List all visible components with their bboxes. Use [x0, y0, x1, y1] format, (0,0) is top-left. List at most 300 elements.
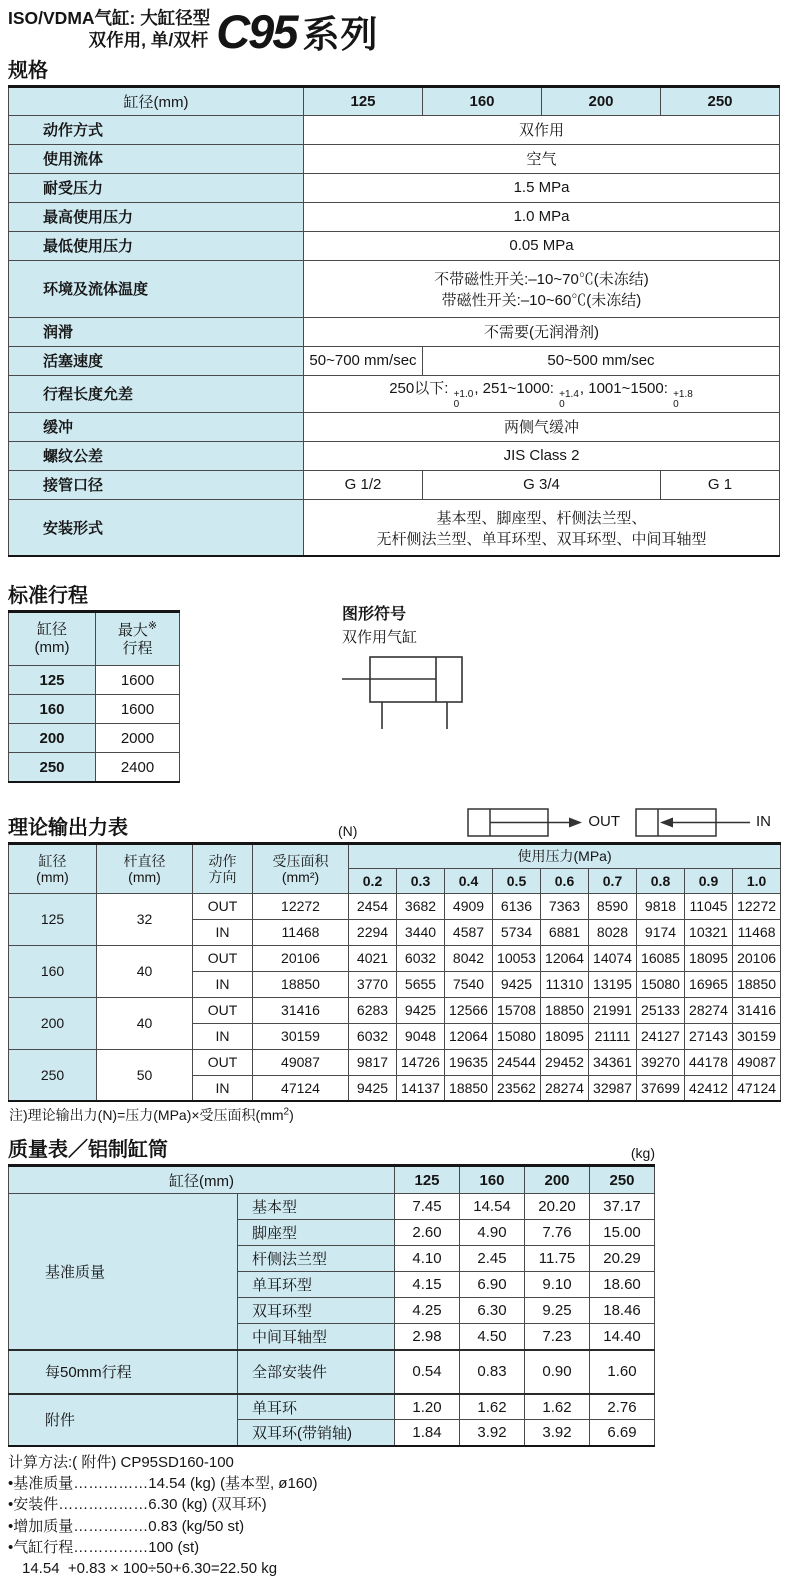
- weight-group-label: 每50mm行程: [9, 1350, 238, 1394]
- tol-frac1-bot: 0: [453, 399, 460, 411]
- tol-frac3-bot: 0: [673, 399, 679, 411]
- stroke-note-mark: ※: [147, 619, 158, 632]
- spec-label: 缓冲: [9, 412, 304, 441]
- weight-value-cell: 1.62: [460, 1394, 525, 1420]
- weight-value-cell: 4.50: [460, 1324, 525, 1350]
- force-direction-cell: OUT: [193, 893, 253, 919]
- force-value-cell: 21991: [589, 997, 637, 1023]
- force-value-cell: 12064: [445, 1023, 493, 1049]
- stroke-bore: 200: [9, 724, 96, 753]
- force-bore-cell: 160: [9, 945, 97, 997]
- weight-value-cell: 1.60: [590, 1350, 655, 1394]
- weight-value-cell: 6.30: [460, 1298, 525, 1324]
- force-h-area1: 受压面积: [272, 852, 329, 869]
- force-h-dir2: 方向: [208, 868, 237, 885]
- stroke-value: 1600: [96, 666, 180, 695]
- force-h-rod1: 杆直径: [123, 852, 166, 869]
- spec-row-temp: [9, 260, 780, 317]
- weight-sub-label: 全部安装件: [238, 1350, 395, 1394]
- weight-value-cell: 6.90: [460, 1272, 525, 1298]
- weight-section-title: 质量表／铝制缸筒: [8, 1139, 168, 1162]
- spec-row-thread: [9, 441, 780, 470]
- force-header-rod: [97, 843, 193, 893]
- force-h-dir1: 动作: [208, 852, 237, 869]
- spec-row-lube: [9, 317, 780, 346]
- force-value-cell: 2294: [349, 919, 397, 945]
- force-value-cell: 11045: [685, 893, 733, 919]
- spec-label: 螺纹公差: [9, 441, 304, 470]
- weight-value-cell: 11.75: [525, 1246, 590, 1272]
- symbol-block: [342, 601, 502, 739]
- weight-value-cell: 9.10: [525, 1272, 590, 1298]
- calc-line: •安装件………………6.30 (kg) (双耳环): [8, 1496, 267, 1514]
- force-value-cell: 14137: [397, 1075, 445, 1101]
- force-value-cell: 39270: [637, 1049, 685, 1075]
- weight-header-label: 缸径(mm): [9, 1166, 395, 1194]
- force-legend: [466, 805, 781, 839]
- in-direction-icon: [634, 805, 752, 839]
- force-h-rod2: (mm): [128, 868, 161, 885]
- weight-group-label: 附件: [9, 1394, 238, 1446]
- stroke-row: [9, 666, 180, 695]
- pressure-tick: 0.7: [589, 868, 637, 893]
- stroke-header-max: [96, 612, 180, 666]
- force-header-pressure: 使用压力(MPa): [349, 843, 781, 868]
- weight-value-cell: 37.17: [590, 1194, 655, 1220]
- force-value-cell: 4587: [445, 919, 493, 945]
- mount-line2: 无杆侧法兰型、单耳环型、双耳环型、中间耳轴型: [376, 530, 707, 548]
- spec-section-title: 规格: [8, 59, 48, 82]
- force-value-cell: 11468: [733, 919, 781, 945]
- force-value-cell: 23562: [493, 1075, 541, 1101]
- tol-frac2-bot: 0: [559, 399, 565, 411]
- force-value-cell: 5734: [493, 919, 541, 945]
- weight-sub-label: 单耳环型: [238, 1272, 395, 1298]
- force-rod-cell: 50: [97, 1049, 193, 1101]
- force-table: [8, 842, 781, 1103]
- series-suffix: 系列: [302, 13, 379, 55]
- weight-sub-label: 双耳环型: [238, 1298, 395, 1324]
- weight-value-cell: 4.25: [395, 1298, 460, 1324]
- stroke-value: 2000: [96, 724, 180, 753]
- force-value-cell: 6032: [397, 945, 445, 971]
- tol-frac1-top: +1.0: [453, 388, 474, 400]
- weight-value-cell: 15.00: [590, 1220, 655, 1246]
- tol-seg2: , 251~1000:: [474, 379, 559, 397]
- spec-mount-value: [304, 499, 780, 556]
- weight-value-cell: 4.10: [395, 1246, 460, 1272]
- calc-line: 计算方法:( 附件) CP95SD160-100: [8, 1453, 234, 1471]
- spec-tolerance-value: [304, 375, 780, 412]
- force-value-cell: 12566: [445, 997, 493, 1023]
- pressure-tick: 0.6: [541, 868, 589, 893]
- force-table-body: [9, 893, 781, 1101]
- force-direction-cell: OUT: [193, 945, 253, 971]
- spec-value: 双作用: [304, 115, 780, 144]
- spec-value: [304, 260, 780, 317]
- spec-row-tolerance: [9, 375, 780, 412]
- force-direction-cell: OUT: [193, 997, 253, 1023]
- spec-value: JIS Class 2: [304, 441, 780, 470]
- stroke-section-title: 标准行程: [8, 585, 88, 608]
- tol-frac2: [559, 390, 579, 411]
- temp-line2: 带磁性开关:–10~60℃(未冻结): [441, 291, 642, 309]
- force-value-cell: 8590: [589, 893, 637, 919]
- spec-bore-125: 125: [304, 86, 423, 115]
- force-value-cell: 9425: [397, 997, 445, 1023]
- force-value-cell: 37699: [637, 1075, 685, 1101]
- force-value-cell: 5655: [397, 971, 445, 997]
- calc-line: •基准质量……………14.54 (kg) (基本型, ø160): [8, 1475, 318, 1493]
- legend-out-label: OUT: [588, 813, 620, 831]
- symbol-subtitle: 双作用气缸: [342, 629, 418, 647]
- force-value-cell: 18850: [541, 997, 589, 1023]
- symbol-title: 图形符号: [342, 606, 407, 624]
- force-area-cell: 47124: [253, 1075, 349, 1101]
- force-area-cell: 20106: [253, 945, 349, 971]
- force-value-cell: 16085: [637, 945, 685, 971]
- force-value-cell: 28274: [541, 1075, 589, 1101]
- series-code: C95: [216, 4, 297, 58]
- spec-label: 活塞速度: [9, 346, 304, 375]
- spec-port-160-200: G 3/4: [423, 470, 661, 499]
- spec-table: [8, 85, 780, 558]
- force-value-cell: 18095: [541, 1023, 589, 1049]
- force-value-cell: 7540: [445, 971, 493, 997]
- force-value-cell: 7363: [541, 893, 589, 919]
- force-direction-cell: IN: [193, 1023, 253, 1049]
- weight-value-cell: 1.84: [395, 1420, 460, 1446]
- weight-value-cell: 0.54: [395, 1350, 460, 1394]
- weight-unit-label: (kg): [630, 1145, 655, 1162]
- spec-label: 最高使用压力: [9, 202, 304, 231]
- force-direction-cell: IN: [193, 919, 253, 945]
- stroke-h1a: 缸径: [36, 620, 67, 638]
- stroke-h1b: (mm): [34, 639, 70, 657]
- spec-row-fluid: [9, 144, 780, 173]
- force-h-bore1: 缸径: [38, 852, 67, 869]
- tol-frac2-top: +1.4: [559, 388, 579, 400]
- force-bore-cell: 250: [9, 1049, 97, 1101]
- weight-value-cell: 2.98: [395, 1324, 460, 1350]
- tol-frac1: [454, 390, 474, 411]
- force-row: [9, 893, 781, 919]
- force-value-cell: 18850: [445, 1075, 493, 1101]
- stroke-bore: 250: [9, 753, 96, 782]
- header-line2: 双作用, 单/双杆: [88, 29, 209, 50]
- spec-label: 行程长度允差: [9, 375, 304, 412]
- spec-port-125: G 1/2: [304, 470, 423, 499]
- spec-header-label: 缸径(mm): [9, 86, 304, 115]
- weight-value-cell: 7.45: [395, 1194, 460, 1220]
- force-value-cell: 9425: [349, 1075, 397, 1101]
- force-value-cell: 32987: [589, 1075, 637, 1101]
- weight-bore-200: 200: [525, 1166, 590, 1194]
- stroke-header-row: [9, 612, 180, 666]
- weight-sub-label: 双耳环(带销轴): [238, 1420, 395, 1446]
- weight-value-cell: 7.76: [525, 1220, 590, 1246]
- spec-row-speed: [9, 346, 780, 375]
- force-value-cell: 49087: [733, 1049, 781, 1075]
- header-line1: ISO/VDMA气缸: 大缸径型: [8, 8, 211, 28]
- spec-label: 润滑: [9, 317, 304, 346]
- weight-value-cell: 9.25: [525, 1298, 590, 1324]
- weight-value-cell: 2.76: [590, 1394, 655, 1420]
- weight-value-cell: 0.90: [525, 1350, 590, 1394]
- tol-frac3: [673, 390, 693, 411]
- weight-row: [9, 1194, 655, 1220]
- force-value-cell: 20106: [733, 945, 781, 971]
- force-value-cell: 29452: [541, 1049, 589, 1075]
- force-header-row1: [9, 843, 781, 868]
- force-value-cell: 24127: [637, 1023, 685, 1049]
- force-area-cell: 31416: [253, 997, 349, 1023]
- force-value-cell: 15080: [637, 971, 685, 997]
- weight-value-cell: 14.40: [590, 1324, 655, 1350]
- spec-label: 最低使用压力: [9, 231, 304, 260]
- force-value-cell: 9818: [637, 893, 685, 919]
- force-direction-cell: IN: [193, 971, 253, 997]
- weight-header-row: [9, 1166, 655, 1194]
- force-value-cell: 10053: [493, 945, 541, 971]
- stroke-h2b: 行程: [122, 640, 153, 658]
- force-header-bore: [9, 843, 97, 893]
- force-value-cell: 15080: [493, 1023, 541, 1049]
- force-value-cell: 19635: [445, 1049, 493, 1075]
- page-header: [8, 4, 781, 58]
- force-area-cell: 11468: [253, 919, 349, 945]
- legend-in-label: IN: [756, 813, 771, 831]
- weight-value-cell: 18.60: [590, 1272, 655, 1298]
- force-value-cell: 2454: [349, 893, 397, 919]
- weight-group-label: 基准质量: [9, 1194, 238, 1350]
- mid-section: [8, 577, 781, 783]
- weight-value-cell: 20.29: [590, 1246, 655, 1272]
- weight-sub-label: 脚座型: [238, 1220, 395, 1246]
- force-value-cell: 30159: [733, 1023, 781, 1049]
- out-direction-icon: [466, 805, 584, 839]
- stroke-row: [9, 724, 180, 753]
- weight-bore-160: 160: [460, 1166, 525, 1194]
- weight-value-cell: 18.46: [590, 1298, 655, 1324]
- stroke-bore: 125: [9, 666, 96, 695]
- pressure-tick: 0.9: [685, 868, 733, 893]
- spec-label: 环境及流体温度: [9, 260, 304, 317]
- force-note: [9, 1105, 781, 1125]
- force-value-cell: 4909: [445, 893, 493, 919]
- force-bore-cell: 200: [9, 997, 97, 1049]
- force-row: [9, 997, 781, 1023]
- force-note-close: ): [289, 1107, 294, 1124]
- force-value-cell: 8028: [589, 919, 637, 945]
- pressure-tick: 1.0: [733, 868, 781, 893]
- force-header-area: [253, 843, 349, 893]
- force-section-header: [8, 805, 781, 839]
- force-value-cell: 12272: [733, 893, 781, 919]
- spec-row-proof: [9, 173, 780, 202]
- force-value-cell: 8042: [445, 945, 493, 971]
- force-value-cell: 31416: [733, 997, 781, 1023]
- stroke-value: 2400: [96, 753, 180, 782]
- force-value-cell: 44178: [685, 1049, 733, 1075]
- weight-value-cell: 7.23: [525, 1324, 590, 1350]
- force-note-sup: 2: [283, 1106, 290, 1118]
- force-value-cell: 42412: [685, 1075, 733, 1101]
- force-value-cell: 47124: [733, 1075, 781, 1101]
- force-value-cell: 15708: [493, 997, 541, 1023]
- calc-line: •增加质量……………0.83 (kg/50 st): [8, 1517, 245, 1535]
- stroke-row: [9, 753, 180, 782]
- spec-row-action: [9, 115, 780, 144]
- temp-line1: 不带磁性开关:–10~70℃(未冻结): [434, 270, 649, 288]
- spec-row-cushion: [9, 412, 780, 441]
- mount-line1: 基本型、脚座型、杆侧法兰型、: [436, 509, 647, 527]
- calc-formula: 14.54 +0.83 × 100÷50+6.30=22.50 kg: [22, 1560, 278, 1578]
- force-value-cell: 3770: [349, 971, 397, 997]
- weight-value-cell: 1.20: [395, 1394, 460, 1420]
- weight-sub-label: 中间耳轴型: [238, 1324, 395, 1350]
- force-value-cell: 16965: [685, 971, 733, 997]
- stroke-bore: 160: [9, 695, 96, 724]
- weight-row: [9, 1394, 655, 1420]
- weight-section-header: [8, 1139, 655, 1161]
- spec-speed-160-250: 50~500 mm/sec: [423, 346, 780, 375]
- spec-row-maxp: [9, 202, 780, 231]
- force-value-cell: 6881: [541, 919, 589, 945]
- force-value-cell: 18850: [733, 971, 781, 997]
- stroke-row: [9, 695, 180, 724]
- force-value-cell: 24544: [493, 1049, 541, 1075]
- force-rod-cell: 40: [97, 997, 193, 1049]
- force-area-cell: 12272: [253, 893, 349, 919]
- weight-value-cell: 4.90: [460, 1220, 525, 1246]
- weight-bore-250: 250: [590, 1166, 655, 1194]
- force-value-cell: 6032: [349, 1023, 397, 1049]
- force-value-cell: 6136: [493, 893, 541, 919]
- weight-value-cell: 2.45: [460, 1246, 525, 1272]
- tol-seg3: , 1001~1500:: [579, 379, 673, 397]
- force-value-cell: 18095: [685, 945, 733, 971]
- weight-value-cell: 20.20: [525, 1194, 590, 1220]
- pressure-tick: 0.5: [493, 868, 541, 893]
- pressure-tick: 0.2: [349, 868, 397, 893]
- weight-sub-label: 单耳环: [238, 1394, 395, 1420]
- force-rod-cell: 32: [97, 893, 193, 945]
- stroke-block: [8, 577, 180, 783]
- force-row: [9, 945, 781, 971]
- force-area-cell: 30159: [253, 1023, 349, 1049]
- force-value-cell: 9174: [637, 919, 685, 945]
- force-value-cell: 9425: [493, 971, 541, 997]
- stroke-value: 1600: [96, 695, 180, 724]
- force-bore-cell: 125: [9, 893, 97, 945]
- weight-value-cell: 14.54: [460, 1194, 525, 1220]
- spec-row-minp: [9, 231, 780, 260]
- force-value-cell: 25133: [637, 997, 685, 1023]
- product-description: [8, 8, 210, 52]
- force-value-cell: 13195: [589, 971, 637, 997]
- weight-value-cell: 4.15: [395, 1272, 460, 1298]
- calc-line: •气缸行程……………100 (st): [8, 1538, 200, 1556]
- weight-value-cell: 3.92: [460, 1420, 525, 1446]
- force-direction-cell: OUT: [193, 1049, 253, 1075]
- force-value-cell: 12064: [541, 945, 589, 971]
- spec-label: 安装形式: [9, 499, 304, 556]
- stroke-header-bore: [9, 612, 96, 666]
- weight-table: [8, 1164, 655, 1447]
- spec-value: 0.05 MPa: [304, 231, 780, 260]
- force-area-cell: 49087: [253, 1049, 349, 1075]
- spec-label: 使用流体: [9, 144, 304, 173]
- spec-value: 两侧气缓冲: [304, 412, 780, 441]
- spec-label: 接管口径: [9, 470, 304, 499]
- spec-label: 耐受压力: [9, 173, 304, 202]
- weight-row: [9, 1350, 655, 1394]
- calc-example: [8, 1452, 781, 1580]
- force-value-cell: 11310: [541, 971, 589, 997]
- force-value-cell: 14074: [589, 945, 637, 971]
- spec-value: 不需要(无润滑剂): [304, 317, 780, 346]
- force-value-cell: 3440: [397, 919, 445, 945]
- weight-value-cell: 3.92: [525, 1420, 590, 1446]
- force-value-cell: 3682: [397, 893, 445, 919]
- weight-table-body: [9, 1194, 655, 1446]
- pressure-tick: 0.3: [397, 868, 445, 893]
- spec-value: 1.5 MPa: [304, 173, 780, 202]
- weight-value-cell: 0.83: [460, 1350, 525, 1394]
- force-row: [9, 1049, 781, 1075]
- spec-speed-125: 50~700 mm/sec: [304, 346, 423, 375]
- force-direction-cell: IN: [193, 1075, 253, 1101]
- force-value-cell: 10321: [685, 919, 733, 945]
- tol-frac3-top: +1.8: [673, 388, 693, 400]
- force-value-cell: 6283: [349, 997, 397, 1023]
- pressure-tick: 0.8: [637, 868, 685, 893]
- spec-value: 1.0 MPa: [304, 202, 780, 231]
- stroke-table: [8, 610, 180, 783]
- force-area-cell: 18850: [253, 971, 349, 997]
- force-value-cell: 4021: [349, 945, 397, 971]
- force-value-cell: 21111: [589, 1023, 637, 1049]
- double-acting-cylinder-symbol-icon: [342, 647, 502, 739]
- force-header-direction: [193, 843, 253, 893]
- force-value-cell: 34361: [589, 1049, 637, 1075]
- weight-value-cell: 6.69: [590, 1420, 655, 1446]
- spec-bore-160: 160: [423, 86, 542, 115]
- force-h-bore2: (mm): [36, 868, 69, 885]
- stroke-h2a: 最大: [117, 621, 148, 639]
- spec-header-row: [9, 86, 780, 115]
- force-h-area2: (mm²): [281, 868, 320, 885]
- spec-bore-200: 200: [542, 86, 661, 115]
- force-value-cell: 9817: [349, 1049, 397, 1075]
- pressure-tick: 0.4: [445, 868, 493, 893]
- weight-bore-125: 125: [395, 1166, 460, 1194]
- force-unit-label: (N): [338, 822, 358, 839]
- spec-bore-250: 250: [661, 86, 780, 115]
- tol-seg1: 250以下:: [389, 379, 453, 397]
- force-section-title: 理论输出力表: [8, 816, 128, 839]
- weight-sub-label: 杆侧法兰型: [238, 1246, 395, 1272]
- weight-value-cell: 2.60: [395, 1220, 460, 1246]
- force-note-text: 注)理论输出力(N)=压力(MPa)×受压面积(mm: [9, 1107, 284, 1124]
- force-value-cell: 9048: [397, 1023, 445, 1049]
- spec-row-mount: [9, 499, 780, 556]
- force-value-cell: 27143: [685, 1023, 733, 1049]
- spec-port-250: G 1: [661, 470, 780, 499]
- spec-label: 动作方式: [9, 115, 304, 144]
- weight-sub-label: 基本型: [238, 1194, 395, 1220]
